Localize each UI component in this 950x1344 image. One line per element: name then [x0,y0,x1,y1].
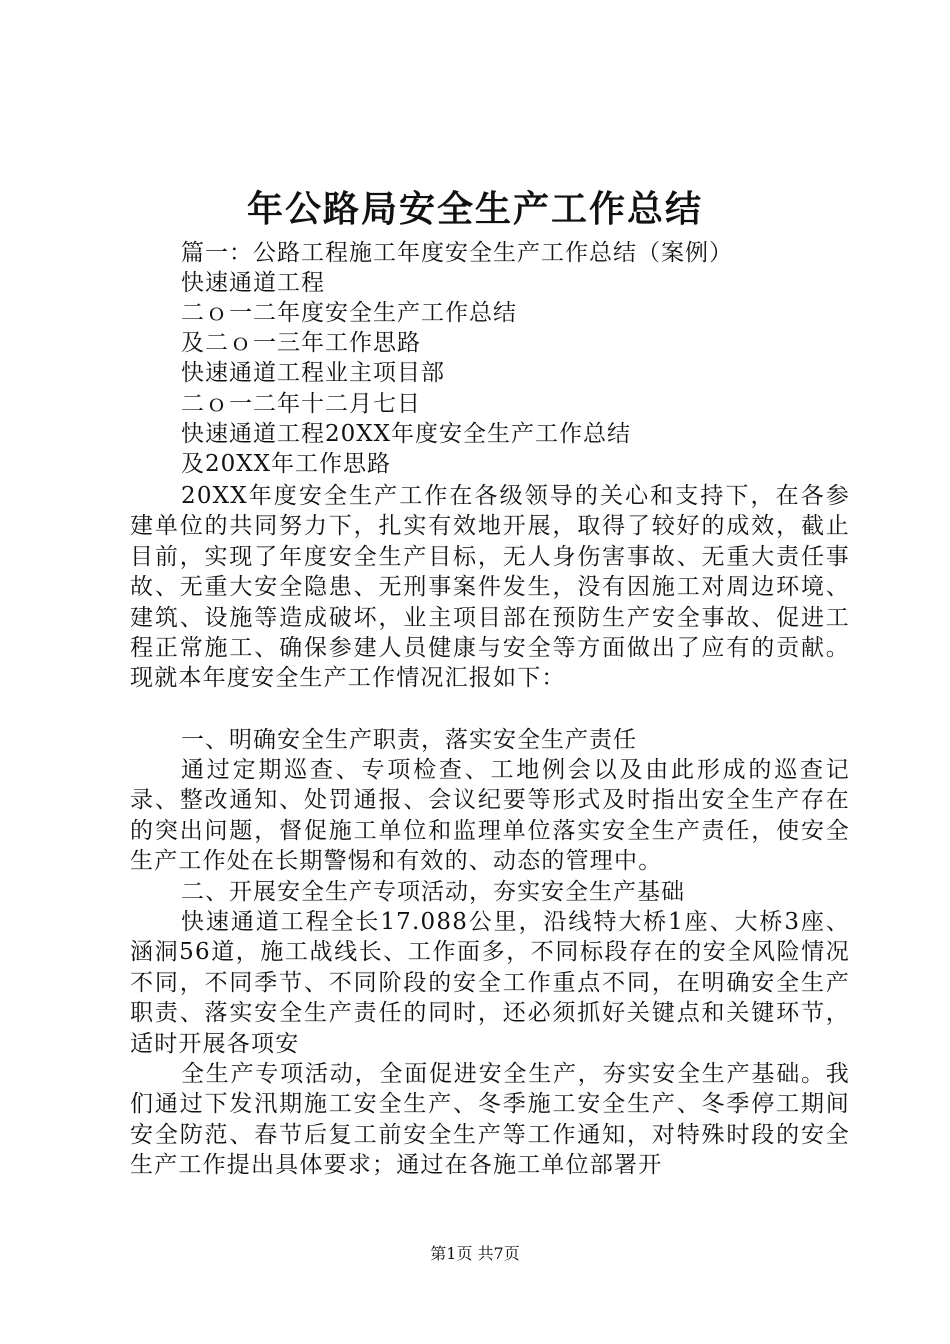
section-2-heading: 二、开展安全生产专项活动，夯实安全生产基础 [181,879,685,905]
header-line-2: 快速通道工程 [181,270,325,296]
header-line-7: 快速通道工程20XX年度安全生产工作总结 [181,421,632,447]
section-1-paragraph: 通过定期巡查、专项检查、工地例会以及由此形成的巡查记录、整改通知、处罚通报、会议纪要等形式及时指出安全生产存在的突出问题，督促施工单位和监理单位落实安全生产责任，使安全生产工作处在长期警惕和有效的、动态的管理中。 [130,757,850,875]
header-line-1: 篇一：公路工程施工年度安全生产工作总结（案例） [181,240,733,266]
header-line-5: 快速通道工程业主项目部 [181,360,445,386]
section-1-heading: 一、明确安全生产职责，落实安全生产责任 [181,727,637,753]
section-2-paragraph-2: 全生产专项活动，全面促进安全生产，夯实安全生产基础。我们通过下发汛期施工安全生产、冬季施工安全生产、冬季停工期间安全防范、春节后复工前安全生产等工作通知，对特殊时段的安全生产工作提出具体要求；通过在各施工单位部署开 [130,1061,850,1179]
header-line-6: 二ｏ一二年十二月七日 [181,391,421,417]
header-line-3: 二ｏ一二年度安全生产工作总结 [181,300,517,326]
header-line-4: 及二ｏ一三年工作思路 [181,330,421,356]
header-line-8: 及20XX年工作思路 [181,451,392,477]
page-footer: 第1页 共7页 [430,1244,520,1263]
document-title: 年公路局安全生产工作总结 [246,189,703,230]
section-2-paragraph-1: 快速通道工程全长17.088公里，沿线特大桥1座、大桥3座、涵洞56道，施工战线长、工作面多，不同标段存在的安全风险情况不同，不同季节、不同阶段的安全工作重点不同，在明确安全生产职责、落实安全生产责任的同时，还必须抓好关键点和关键环节，适时开展各项安 [130,909,850,1057]
intro-paragraph: 20XX年度安全生产工作在各级领导的关心和支持下，在各参建单位的共同努力下，扎实有效地开展，取得了较好的成效，截止目前，实现了年度安全生产目标，无人身伤害事故、无重大责任事故、无重大安全隐患、无刑事案件发生，没有因施工对周边环境、建筑、设施等造成破坏，业主项目部在预防生产安全事故、促进工程正常施工、确保参建人员健康与安全等方面做出了应有的贡献。现就本年度安全生产工作情况汇报如下： [130,483,850,692]
